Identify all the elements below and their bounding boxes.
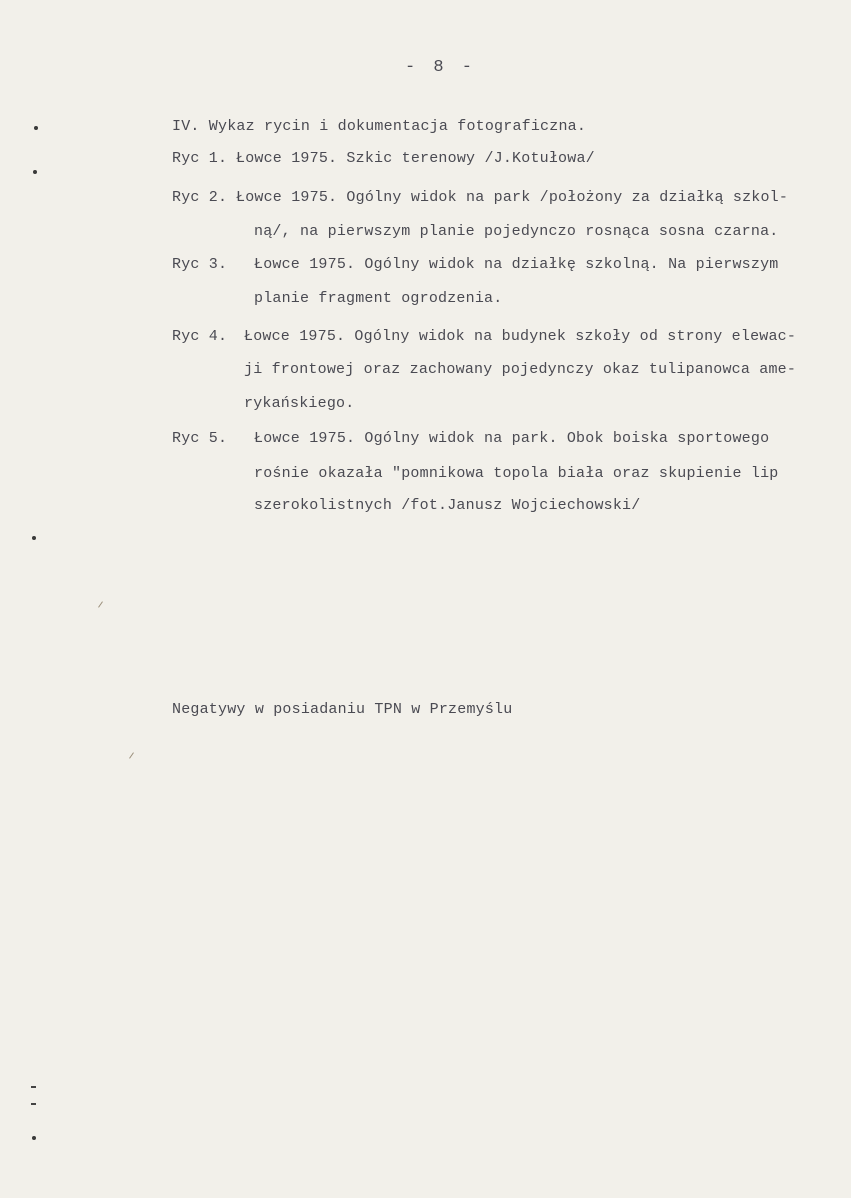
figure-label: Ryc 4.: [172, 328, 228, 345]
scan-hair: [129, 752, 134, 758]
scan-mark-dot: [32, 536, 36, 540]
scan-mark-dot: [33, 170, 37, 174]
figure-5-line-2: rośnie okazała "pomnikowa topola biała oraz skupienie lip: [254, 465, 779, 482]
figure-entry-5: [172, 430, 227, 447]
page-number: - 8 -: [405, 58, 477, 77]
scan-mark-dot: [32, 1136, 36, 1140]
scan-hair: [98, 601, 103, 607]
figure-label: Ryc 5.: [172, 430, 228, 447]
figure-5-line-1: Łowce 1975. Ogólny widok na park. Obok boiska sportowego: [254, 430, 770, 447]
section-heading: IV. Wykaz rycin i dokumentacja fotograficzna.: [172, 118, 587, 135]
figure-label: Ryc 3.: [172, 256, 228, 273]
figure-label: Ryc 1.: [172, 150, 228, 167]
figure-4-line-3: rykańskiego.: [244, 395, 355, 412]
figure-2-line-2: ną/, na pierwszym planie pojedynczo rosnąca sosna czarna.: [254, 223, 779, 240]
scan-mark-dash: [31, 1103, 36, 1105]
figure-entry-3: [172, 256, 227, 273]
figure-3-line-1: Łowce 1975. Ogólny widok na działkę szkolną. Na pierwszym: [254, 256, 779, 273]
figure-entry-4: [172, 328, 227, 345]
figure-1-line-1: Łowce 1975. Szkic terenowy /J.Kotułowa/: [236, 150, 595, 167]
scan-mark-dash: [31, 1086, 36, 1088]
scan-mark-dot: [34, 126, 38, 130]
figure-2-line-1: Łowce 1975. Ogólny widok na park /położony za działką szkol-: [236, 189, 789, 206]
footer-note: Negatywy w posiadaniu TPN w Przemyślu: [172, 701, 513, 718]
figure-4-line-2: ji frontowej oraz zachowany pojedynczy okaz tulipanowca ame-: [244, 361, 797, 378]
figure-entry-1: [172, 150, 227, 167]
figure-4-line-1: Łowce 1975. Ogólny widok na budynek szkoły od strony elewac-: [244, 328, 797, 345]
figure-3-line-2: planie fragment ogrodzenia.: [254, 290, 503, 307]
figure-5-line-3: szerokolistnych /fot.Janusz Wojciechowski/: [254, 497, 641, 514]
figure-entry-2: [172, 189, 227, 206]
figure-label: Ryc 2.: [172, 189, 228, 206]
